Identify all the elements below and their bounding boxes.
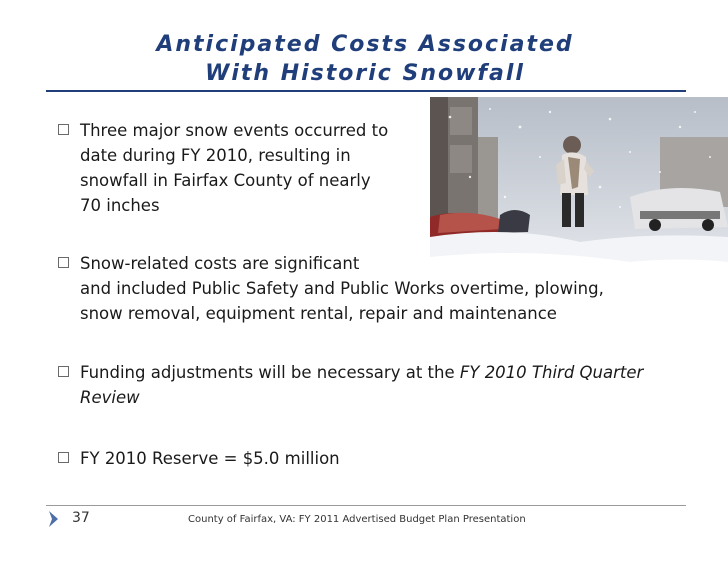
bullet-box-icon bbox=[58, 257, 69, 268]
bullet-line: snow removal, equipment rental, repair and maintenance bbox=[80, 304, 557, 323]
bullet-italic-text: FY 2010 Third Quarter bbox=[459, 363, 644, 382]
bullet-italic-text: Review bbox=[80, 388, 140, 407]
bullet-snow-events bbox=[58, 118, 388, 218]
title-line-2: With Historic Snowfall bbox=[205, 61, 525, 86]
bullet-box-icon bbox=[58, 124, 69, 135]
bullet-line: date during FY 2010, resulting in bbox=[80, 146, 351, 165]
footer-text: County of Fairfax, VA: FY 2011 Advertised Budget Plan Presentation bbox=[188, 514, 526, 525]
bullet-box-icon bbox=[58, 452, 69, 463]
bullet-line: 70 inches bbox=[80, 196, 160, 215]
page-number: 37 bbox=[72, 510, 90, 526]
bullet-line: Snow-related costs are significant bbox=[80, 254, 360, 273]
title-divider bbox=[46, 90, 686, 92]
bullet-line: snowfall in Fairfax County of nearly bbox=[80, 171, 371, 190]
bullet-text: Funding adjustments will be necessary at the bbox=[80, 363, 460, 382]
bullet-reserve bbox=[58, 446, 340, 471]
bullet-line: and included Public Safety and Public Works overtime, plowing, bbox=[80, 279, 604, 298]
bullet-line: FY 2010 Reserve = $5.0 million bbox=[80, 449, 340, 468]
bullet-box-icon bbox=[58, 366, 69, 377]
slide-title bbox=[110, 30, 620, 88]
bullet-snow-costs bbox=[58, 251, 604, 326]
chevron-right-icon bbox=[48, 510, 60, 528]
title-line-1: Anticipated Costs Associated bbox=[156, 32, 574, 57]
footer-divider bbox=[46, 505, 686, 506]
bullet-funding-adjustments bbox=[58, 360, 643, 410]
bullet-line: Three major snow events occurred to bbox=[80, 121, 389, 140]
